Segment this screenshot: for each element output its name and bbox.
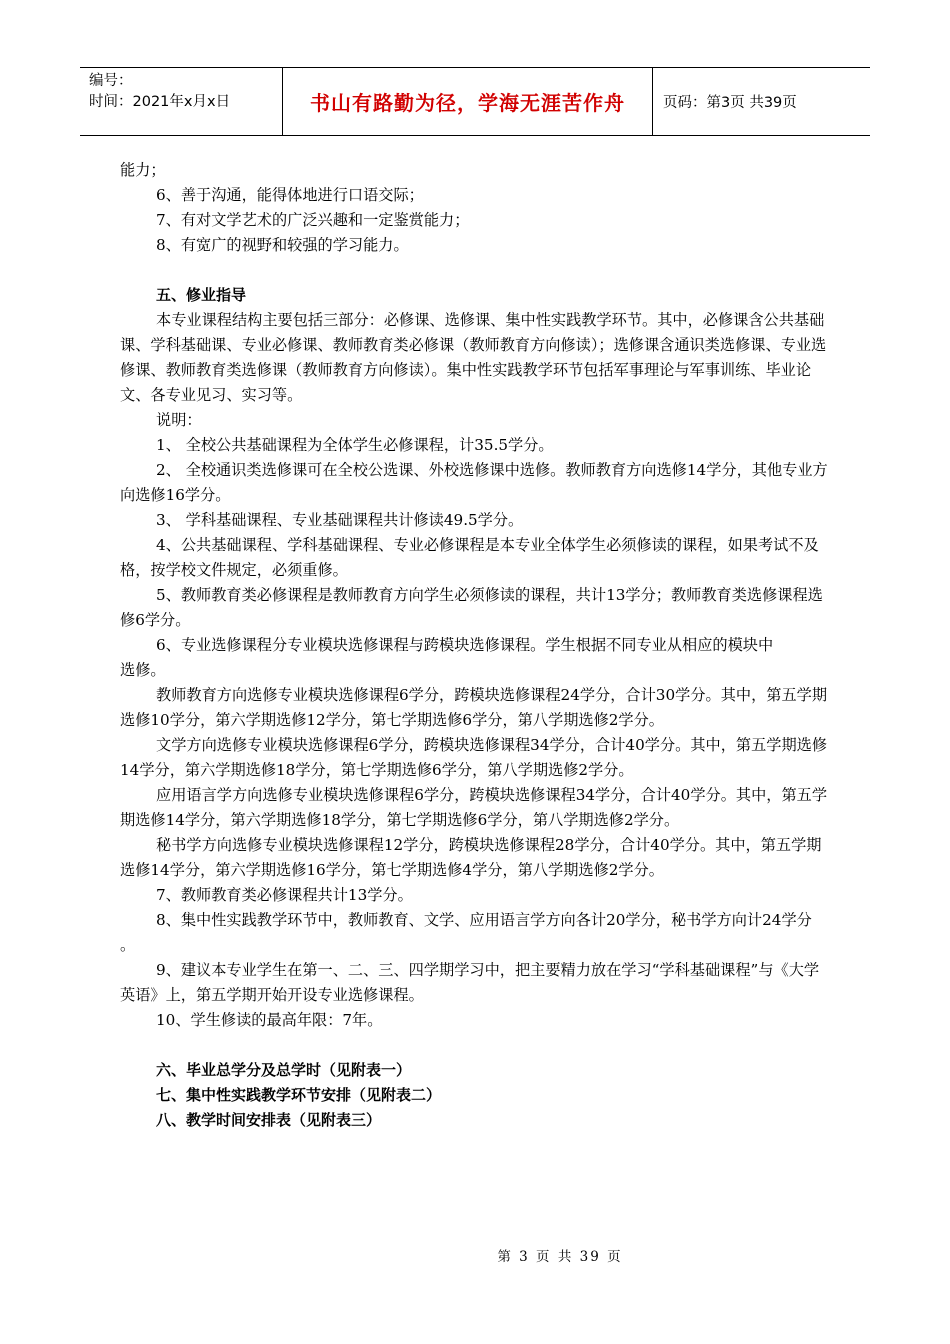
section-heading: 七、集中性实践教学环节安排（见附表二）: [156, 1086, 442, 1104]
paragraph: 7、有对文学艺术的广泛兴趣和一定鉴赏能力；: [156, 211, 470, 229]
paragraph: 2、 全校通识类选修课可在全校公选课、外校选修课中选修。教师教育方向选修14学分，其他专业方向选修16学分。: [120, 461, 828, 504]
paragraph: 选修。: [120, 661, 166, 679]
paragraph: 10、学生修读的最高年限：7年。: [156, 1011, 383, 1029]
header-page-info: 页码：第3页 共39页: [663, 95, 797, 111]
paragraph: 8、有宽广的视野和较强的学习能力。: [156, 236, 409, 254]
paragraph: 教师教育方向选修专业模块选修课程6学分，跨模块选修课程24学分，合计30学分。其中，第五学期选修10学分，第六学期选修12学分，第七学期选修6学分，第八学期选修2学分。: [120, 686, 828, 729]
header-motto: 书山有路勤为径，学海无涯苦作舟: [283, 68, 653, 135]
header-table: [80, 67, 870, 136]
time-label: 时间：2021年x月x日: [89, 94, 231, 110]
paragraph: 秘书学方向选修专业模块选修课程12学分，跨模块选修课程28学分，合计40学分。其中，第五学期选修14学分，第六学期选修16学分，第七学期选修4学分，第八学期选修2学分。: [120, 836, 822, 879]
paragraph: 5、教师教育类必修课程是教师教育方向学生必须修读的课程，共计13学分；教师教育类选修课程选修6学分。: [120, 586, 823, 629]
paragraph: 6、专业选修课程分专业模块选修课程与跨模块选修课程。学生根据不同专业从相应的模块中: [156, 636, 774, 654]
paragraph: 应用语言学方向选修专业模块选修课程6学分，跨模块选修课程34学分，合计40学分。其中，第五学期选修14学分，第六学期选修18学分，第七学期选修6学分，第八学期选修2学分。: [120, 786, 828, 829]
paragraph: 6、善于沟通，能得体地进行口语交际；: [156, 186, 424, 204]
section-heading: 五、修业指导: [156, 286, 247, 304]
document-body: [120, 158, 830, 1133]
header-meta: [80, 68, 283, 135]
paragraph: 7、教师教育类必修课程共计13学分。: [156, 886, 413, 904]
paragraph: 1、 全校公共基础课程为全体学生必修课程，计35.5学分。: [156, 436, 554, 454]
page-footer: 第 3 页 共 39 页: [497, 1249, 623, 1265]
paragraph: 能力；: [120, 161, 166, 179]
paragraph: 本专业课程结构主要包括三部分：必修课、选修课、集中性实践教学环节。其中，必修课含公共基础课、学科基础课、专业必修课、教师教育类必修课（教师教育方向修读）；选修课含通识类选修课、专业选修课、教师教育类选修课（教师教育方向修读）。集中性实践教学环节包括军事理论与军事训练、毕业论文、各专业见习、实习等。: [120, 311, 827, 404]
paragraph: 说明：: [156, 411, 202, 429]
paragraph: 9、建议本专业学生在第一、二、三、四学期学习中，把主要精力放在学习“学科基础课程”与《大学英语》上，第五学期开始开设专业选修课程。: [120, 961, 820, 1004]
paragraph: 4、公共基础课程、学科基础课程、专业必修课程是本专业全体学生必须修读的课程，如果考试不及格，按学校文件规定，必须重修。: [120, 536, 819, 579]
section-heading: 八、教学时间安排表（见附表三）: [156, 1111, 382, 1129]
paragraph: 8、集中性实践教学环节中，教师教育、文学、应用语言学方向各计20学分，秘书学方向计24学分 。: [120, 911, 812, 954]
paragraph: 3、 学科基础课程、专业基础课程共计修读49.5学分。: [156, 511, 524, 529]
section-heading: 六、毕业总学分及总学时（见附表一）: [156, 1061, 412, 1079]
serial-label: 编号：: [89, 73, 133, 89]
paragraph: 文学方向选修专业模块选修课程6学分，跨模块选修课程34学分，合计40学分。其中，第五学期选修14学分，第六学期选修18学分，第七学期选修6学分，第八学期选修2学分。: [120, 736, 828, 779]
